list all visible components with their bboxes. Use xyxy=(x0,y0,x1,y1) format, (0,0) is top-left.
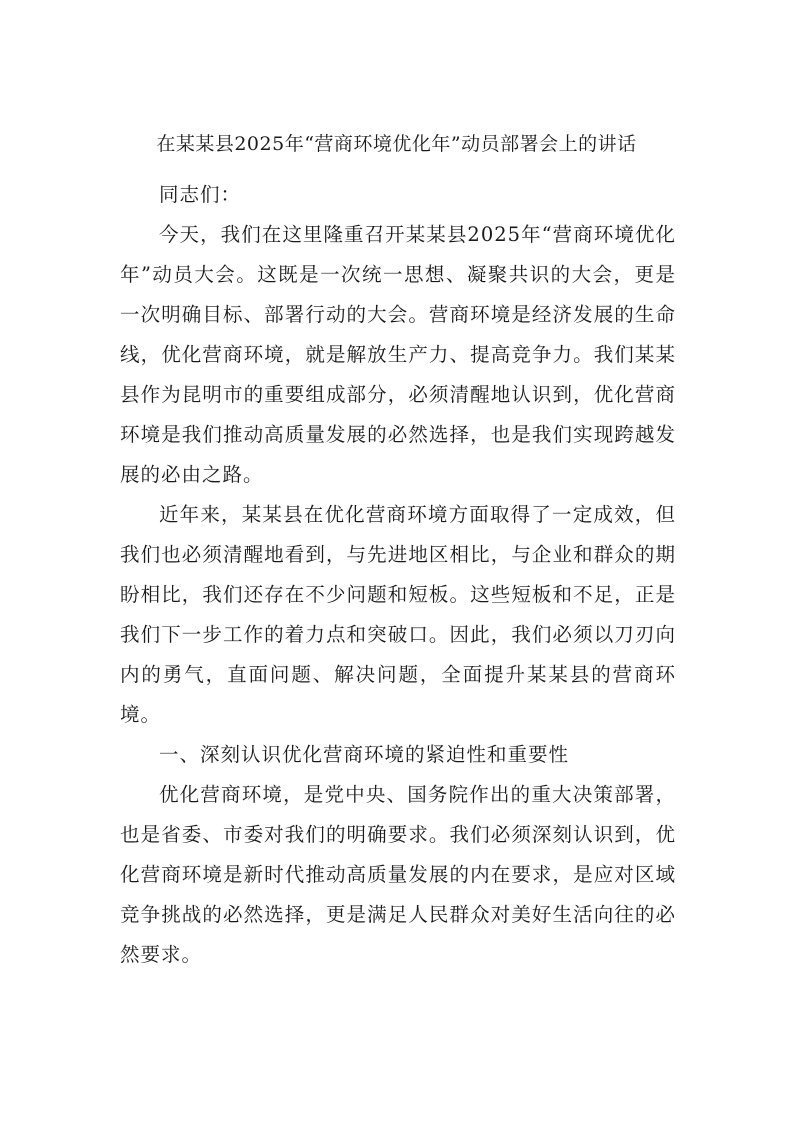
paragraph-achievements: 近年来，某某县在优化营商环境方面取得了一定成效，但我们也必须清醒地看到，与先进地区相比，与企业和群众的期盼相比，我们还存在不少问题和短板。这些短板和不足，正是我们下一步工作的着力点和突破口。因此，我们必须以刀刃向内的勇气，直面问题、解决问题，全面提升某某县的营商环境。 xyxy=(120,503,676,726)
page-title: 在某某县2025年“营商环境优化年”动员部署会上的讲话 xyxy=(156,133,637,155)
section-heading-1: 一、深刻认识优化营商环境的紧迫性和重要性 xyxy=(159,743,570,766)
salutation: 同志们： xyxy=(159,183,242,206)
paragraph-opening: 今天，我们在这里隆重召开某某县2025年“营商环境优化年”动员大会。这既是一次统一思想、凝聚共识的大会，更是一次明确目标、部署行动的大会。营商环境是经济发展的生命线，优化营商环境，就是解放生产力、提高竞争力。我们某某县作为昆明市的重要组成部分，必须清醒地认识到，优化营商环境是我们推动高质量发展的必然选择，也是我们实现跨越发展的必由之路。 xyxy=(120,223,676,486)
speech-body xyxy=(120,175,676,975)
paragraph-section-1: 优化营商环境，是党中央、国务院作出的重大决策部署，也是省委、市委对我们的明确要求。我们必须深刻认识到，优化营商环境是新时代推动高质量发展的内在要求，是应对区域竞争挑战的必然选择，更是满足人民群众对美好生活向往的必然要求。 xyxy=(120,783,676,966)
